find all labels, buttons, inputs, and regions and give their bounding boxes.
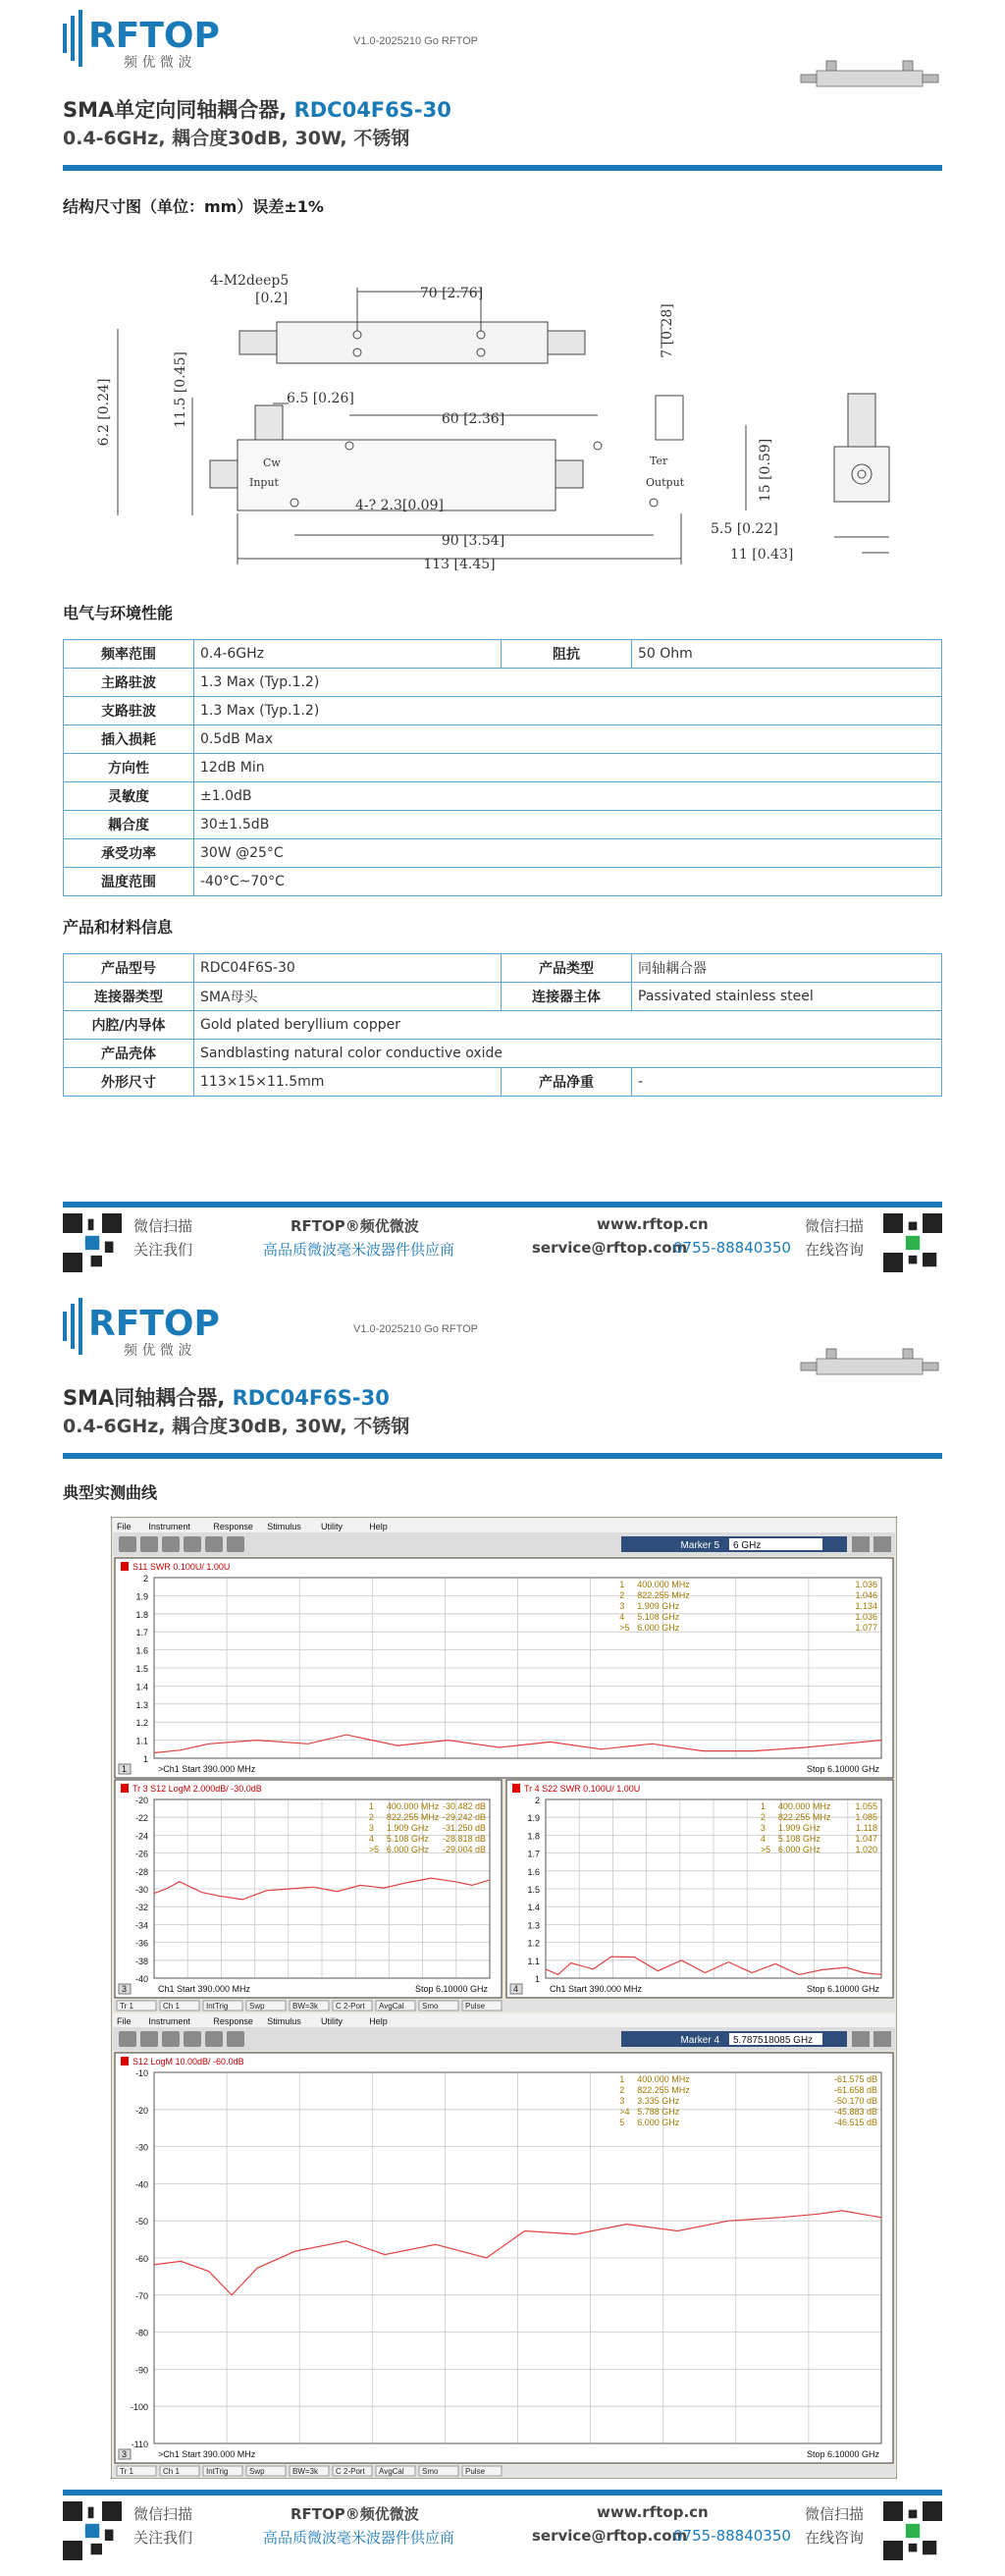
menu-item: Response	[213, 2016, 253, 2026]
tool-button-icon	[184, 1536, 201, 1552]
marker-value: 1.134	[855, 1601, 877, 1611]
y-tick-label: 1.3	[135, 1699, 148, 1710]
header-rule	[63, 1453, 942, 1459]
marker-value: 1.036	[855, 1580, 877, 1589]
curve-section-title: 典型实测曲线	[63, 1483, 158, 1502]
menu-item: Instrument	[148, 1522, 190, 1531]
y-tick-label: -40	[134, 2179, 148, 2190]
electrical-section-title: 电气与环境性能	[63, 604, 174, 622]
y-tick-label: 1.7	[135, 1628, 148, 1638]
sweep-start: Ch1 Start 390.000 MHz	[158, 1984, 251, 1994]
menu-item: Stimulus	[267, 2016, 301, 2026]
footer-company: RFTOP®频优微波	[291, 2505, 419, 2523]
y-tick-label: 1.1	[135, 1736, 148, 1746]
marker-index: 3	[619, 1601, 625, 1611]
footer-follow: 关注我们	[133, 1241, 193, 1259]
model-number: RDC04F6S-30	[232, 1386, 390, 1410]
status-text: IntTrig	[206, 2002, 229, 2011]
status-text: Pulse	[465, 2467, 486, 2476]
marker-freq: 822.255 MHz	[637, 2085, 690, 2095]
footer-scan-2: 微信扫描	[805, 2505, 865, 2523]
table-row: 内腔/内导体 Gold plated beryllium copper	[64, 1011, 942, 1040]
menu-item: Help	[369, 1522, 388, 1531]
status-text: Smo	[422, 2467, 439, 2476]
page-subtitle: 0.4-6GHz, 耦合度30dB, 30W, 不锈钢	[63, 1416, 410, 1437]
marker-value: 1.047	[855, 1834, 877, 1844]
y-tick-label: 1.2	[527, 1938, 540, 1949]
table-row: 支路驻波 1.3 Max (Typ.1.2)	[64, 697, 942, 725]
channel-index: 4	[513, 1984, 519, 1994]
marker-freq: 1.909 GHz	[386, 1823, 429, 1833]
tool-button-icon	[119, 2031, 136, 2047]
dim-11: 11 [0.43]	[730, 547, 794, 563]
y-tick-label: 1.8	[527, 1831, 540, 1842]
marker-index: >5	[760, 1845, 771, 1854]
marker-index: 2	[760, 1812, 766, 1822]
y-tick-label: -10	[134, 2068, 148, 2078]
marker-value: -30.482 dB	[442, 1801, 486, 1811]
drawing-section-title: 结构尺寸图（单位：mm）误差±1%	[63, 197, 324, 216]
y-tick-label: -26	[134, 1849, 148, 1859]
y-tick-label: 2	[534, 1796, 540, 1805]
header-rule	[63, 165, 942, 171]
marker-index: 1	[619, 1580, 625, 1589]
y-tick-label: 1.7	[527, 1849, 540, 1859]
marker-label: Marker 4	[680, 2035, 719, 2046]
footer	[63, 1202, 942, 1280]
channel-index: 3	[122, 1984, 128, 1994]
y-tick-label: -30	[134, 2142, 148, 2153]
marker-index: >5	[619, 1623, 630, 1633]
trace-label: S11 SWR 0.100U/ 1.00U	[132, 1562, 231, 1572]
y-tick-label: -70	[134, 2290, 148, 2301]
dim-mount: 4-M2deep5	[210, 273, 290, 289]
marker-index: 3	[760, 1823, 766, 1833]
y-tick-label: 1.5	[135, 1664, 148, 1674]
dim-60: 60 [2.36]	[441, 411, 505, 427]
table-row: 产品壳体 Sandblasting natural color conductive oxide	[64, 1040, 942, 1068]
marker-freq: 822.255 MHz	[386, 1812, 440, 1822]
marker-index: 1	[368, 1801, 374, 1811]
marker-value: 1.046	[855, 1590, 877, 1600]
menu-grid-icon	[873, 1536, 891, 1552]
tool-button-icon	[227, 1536, 244, 1552]
menu-item: Help	[369, 2016, 388, 2026]
y-tick-label: 1	[142, 1754, 148, 1764]
model-number: RDC04F6S-30	[293, 98, 451, 122]
footer-scan: 微信扫描	[133, 1217, 193, 1235]
menu-item: Utility	[321, 2016, 343, 2026]
status-text: Swp	[249, 2467, 265, 2476]
status-text: C 2-Port	[336, 2467, 365, 2476]
status-text: Pulse	[465, 2002, 486, 2011]
y-tick-label: -90	[134, 2365, 148, 2376]
marker-value: -61.658 dB	[833, 2085, 877, 2095]
dimension-drawing	[63, 221, 942, 584]
qr-code-icon	[883, 1213, 942, 1272]
dim-11-5: 11.5 [0.45]	[173, 351, 188, 428]
footer-phone: 0755-88840350	[673, 2527, 791, 2545]
y-tick-label: -80	[134, 2328, 148, 2338]
page-title: SMA同轴耦合器, RDC04F6S-30	[63, 1386, 390, 1410]
marker-value: 1.077	[855, 1623, 877, 1633]
marker-value: 5.787518085 GHz	[733, 2035, 814, 2046]
marker-value: -61.575 dB	[833, 2074, 877, 2084]
y-tick-label: -20	[134, 2105, 148, 2116]
marker-value: 1.055	[855, 1801, 877, 1811]
marker-index: >5	[368, 1845, 380, 1854]
y-tick-label: -28	[134, 1866, 148, 1877]
trace-color-swatch	[121, 1562, 129, 1571]
marker-freq: 400.000 MHz	[637, 1580, 690, 1589]
marker-index: >4	[619, 2107, 630, 2117]
sweep-start: >Ch1 Start 390.000 MHz	[158, 2449, 256, 2459]
marker-index: 3	[368, 1823, 374, 1833]
status-text: Ch 1	[163, 2467, 180, 2476]
footer-slogan: 高品质微波毫米波器件供应商	[263, 2529, 455, 2547]
y-tick-label: 1.6	[135, 1645, 148, 1656]
menu-item: File	[117, 1522, 132, 1531]
menu-item: Utility	[321, 1522, 343, 1531]
y-tick-label: 1.2	[135, 1718, 148, 1729]
marker-value: 1.085	[855, 1812, 877, 1822]
electrical-table	[63, 639, 942, 896]
status-text: Ch 1	[163, 2002, 180, 2011]
status-text: Smo	[422, 2002, 439, 2011]
y-tick-label: 1.4	[135, 1682, 148, 1692]
trace-color-swatch	[121, 1784, 129, 1793]
marker-freq: 1.909 GHz	[777, 1823, 820, 1833]
sweep-start: >Ch1 Start 390.000 MHz	[158, 1764, 256, 1774]
marker-freq: 822.255 MHz	[637, 1590, 690, 1600]
marker-freq: 1.909 GHz	[637, 1601, 680, 1611]
network-analyzer-screenshot	[111, 1517, 897, 2479]
status-text: BW=3k	[292, 2467, 319, 2476]
footer-phone: 0755-88840350	[673, 1239, 791, 1257]
product-thumbnail	[797, 57, 942, 98]
marker-freq: 400.000 MHz	[386, 1801, 440, 1811]
y-tick-label: 1.9	[135, 1591, 148, 1602]
dim-7: 7 [0.28]	[660, 303, 675, 358]
y-tick-label: 1	[534, 1974, 540, 1984]
y-tick-label: -24	[134, 1831, 148, 1842]
port-cw: Cw	[263, 456, 281, 469]
marker-value: -31.250 dB	[442, 1823, 486, 1833]
status-text: Tr 1	[120, 2467, 133, 2476]
tool-button-icon	[140, 1536, 158, 1552]
qr-code-icon	[63, 1213, 122, 1272]
status-text: IntTrig	[206, 2467, 229, 2476]
channel-index: 1	[122, 1764, 128, 1774]
status-text: Tr 1	[120, 2002, 133, 2011]
tool-button-icon	[140, 2031, 158, 2047]
dim-90: 90 [3.54]	[441, 533, 505, 549]
y-tick-label: -20	[134, 1796, 148, 1805]
dim-6-2: 6.2 [0.24]	[96, 378, 112, 447]
marker-index: 1	[619, 2074, 625, 2084]
dim-70: 70 [2.76]	[419, 286, 484, 301]
y-tick-label: 1.9	[527, 1813, 540, 1824]
dim-15: 15 [0.59]	[758, 438, 773, 503]
marker-value: 1.118	[856, 1823, 877, 1833]
marker-index: 2	[368, 1812, 374, 1822]
table-row: 主路驻波 1.3 Max (Typ.1.2)	[64, 669, 942, 697]
material-table	[63, 953, 942, 1097]
sweep-stop: Stop 6.10000 GHz	[806, 1764, 879, 1774]
marker-index: 2	[619, 1590, 625, 1600]
footer-scan: 微信扫描	[133, 2505, 193, 2523]
marker-freq: 5.788 GHz	[637, 2107, 680, 2117]
y-tick-label: -60	[134, 2254, 148, 2264]
y-tick-label: 1.8	[135, 1609, 148, 1620]
y-tick-label: 1.6	[527, 1866, 540, 1877]
qr-code-icon	[883, 2501, 942, 2560]
tool-button-icon	[205, 1536, 223, 1552]
logo-brand-cn: 频 优 微 波	[124, 1343, 192, 1359]
table-row: 产品型号 RDC04F6S-30 产品类型 同轴耦合器	[64, 954, 942, 983]
trace-color-swatch	[512, 1784, 520, 1793]
status-text: C 2-Port	[336, 2002, 365, 2011]
marker-freq: 822.255 MHz	[777, 1812, 831, 1822]
status-text: Swp	[249, 2002, 265, 2011]
marker-freq: 6.000 GHz	[386, 1845, 429, 1854]
y-tick-label: -40	[134, 1974, 148, 1984]
status-text: BW=3k	[292, 2002, 319, 2011]
y-tick-label: -36	[134, 1938, 148, 1949]
tool-button-icon	[227, 2031, 244, 2047]
trace-label: Tr 4 S22 SWR 0.100U/ 1.00U	[524, 1784, 641, 1794]
marker-freq: 5.108 GHz	[777, 1834, 820, 1844]
marker-index: 2	[619, 2085, 625, 2095]
footer	[63, 2490, 942, 2568]
product-thumbnail	[797, 1345, 942, 1386]
status-text: AvgCal	[379, 2467, 404, 2476]
marker-freq: 400.000 MHz	[637, 2074, 690, 2084]
y-tick-label: 1.4	[527, 1903, 540, 1913]
version-label: V1.0-2025210 Go RFTOP	[353, 35, 478, 47]
dim-5-5: 5.5 [0.22]	[711, 521, 778, 537]
qr-code-icon	[63, 2501, 122, 2560]
marker-freq: 3.335 GHz	[637, 2096, 680, 2106]
footer-web[interactable]: www.rftop.cn	[597, 2503, 709, 2521]
marker-index: 4	[619, 1612, 625, 1622]
footer-consult: 在线咨询	[805, 2529, 865, 2547]
tool-button-icon	[162, 1536, 180, 1552]
sweep-stop: Stop 6.10000 GHz	[806, 1984, 879, 1994]
channel-index: 3	[122, 2449, 128, 2459]
marker-freq: 6.000 GHz	[637, 1623, 680, 1633]
marker-index: 4	[368, 1834, 374, 1844]
logo-brand-cn: 频 优 微 波	[124, 55, 192, 71]
keypad-icon	[852, 2031, 870, 2047]
tool-button-icon	[184, 2031, 201, 2047]
port-output: Output	[646, 476, 685, 489]
footer-follow: 关注我们	[133, 2529, 193, 2547]
y-tick-label: -22	[134, 1813, 148, 1824]
marker-value: -50.170 dB	[833, 2096, 877, 2106]
port-input: Input	[249, 476, 279, 489]
dim-mount-in: [0.2]	[255, 291, 289, 306]
y-tick-label: 1.3	[527, 1920, 540, 1931]
marker-value: 1.020	[855, 1845, 877, 1854]
table-row: 频率范围 0.4-6GHz 阻抗 50 Ohm	[64, 640, 942, 669]
sweep-stop: Stop 6.10000 GHz	[414, 1984, 488, 1994]
marker-value: -29.242 dB	[442, 1812, 486, 1822]
marker-freq: 5.108 GHz	[637, 1612, 680, 1622]
marker-freq: 5.108 GHz	[386, 1834, 429, 1844]
menu-item: Response	[213, 1522, 253, 1531]
footer-web[interactable]: www.rftop.cn	[597, 1215, 709, 1233]
menu-item: File	[117, 2016, 132, 2026]
menu-grid-icon	[873, 2031, 891, 2047]
footer-company: RFTOP®频优微波	[291, 1217, 419, 1235]
status-text: AvgCal	[379, 2002, 404, 2011]
marker-index: 4	[760, 1834, 766, 1844]
y-tick-label: -34	[134, 1920, 148, 1931]
marker-value: -45.883 dB	[833, 2107, 877, 2117]
page-subtitle: 0.4-6GHz, 耦合度30dB, 30W, 不锈钢	[63, 128, 410, 149]
version-label: V1.0-2025210 Go RFTOP	[353, 1323, 478, 1335]
menu-item: Stimulus	[267, 1522, 301, 1531]
y-tick-label: 1.5	[527, 1885, 540, 1895]
marker-value: 6 GHz	[733, 1540, 762, 1551]
trace-color-swatch	[121, 2057, 129, 2066]
footer-email[interactable]: service@rftop.com	[532, 1239, 688, 1257]
rftop-logo	[63, 1294, 269, 1361]
marker-value: -28.818 dB	[442, 1834, 486, 1844]
table-row: 方向性 12dB Min	[64, 754, 942, 782]
table-row: 灵敏度 ±1.0dB	[64, 782, 942, 811]
trace-label: S12 LogM 10.00dB/ -60.0dB	[132, 2057, 244, 2066]
marker-value: -46.515 dB	[833, 2118, 877, 2127]
y-tick-label: -50	[134, 2217, 148, 2227]
y-tick-label: -100	[130, 2402, 148, 2413]
tool-button-icon	[162, 2031, 180, 2047]
marker-value: -29.004 dB	[442, 1845, 486, 1854]
dim-hole: 4-? 2.3[0.09]	[355, 498, 444, 513]
marker-index: 3	[619, 2096, 625, 2106]
marker-freq: 400.000 MHz	[777, 1801, 831, 1811]
table-row: 承受功率 30W @25°C	[64, 839, 942, 868]
table-row: 连接器类型 SMA母头 连接器主体 Passivated stainless steel	[64, 983, 942, 1011]
table-row: 外形尺寸 113×15×11.5mm 产品净重 -	[64, 1068, 942, 1097]
sweep-stop: Stop 6.10000 GHz	[806, 2449, 879, 2459]
footer-consult: 在线咨询	[805, 1241, 865, 1259]
marker-freq: 6.000 GHz	[777, 1845, 820, 1854]
port-ter: Ter	[650, 455, 668, 467]
y-tick-label: 1.1	[527, 1956, 540, 1966]
footer-scan-2: 微信扫描	[805, 1217, 865, 1235]
y-tick-label: 2	[142, 1574, 148, 1583]
dim-6-5: 6.5 [0.26]	[287, 391, 354, 406]
marker-label: Marker 5	[680, 1540, 719, 1551]
menu-item: Instrument	[148, 2016, 190, 2026]
y-tick-label: -32	[134, 1903, 148, 1913]
material-section-title: 产品和材料信息	[63, 918, 174, 937]
logo-brand: RFTOP	[88, 1304, 220, 1344]
footer-slogan: 高品质微波毫米波器件供应商	[263, 1241, 455, 1259]
marker-value: 1.036	[855, 1612, 877, 1622]
footer-email[interactable]: service@rftop.com	[532, 2527, 688, 2545]
table-row: 插入损耗 0.5dB Max	[64, 725, 942, 754]
sweep-start: Ch1 Start 390.000 MHz	[550, 1984, 643, 1994]
marker-index: 1	[760, 1801, 766, 1811]
dim-113: 113 [4.45]	[423, 557, 496, 572]
table-row: 温度范围 -40°C~70°C	[64, 868, 942, 896]
rftop-logo	[63, 6, 269, 73]
page-title: SMA单定向同轴耦合器, RDC04F6S-30	[63, 98, 451, 122]
logo-brand: RFTOP	[88, 16, 220, 56]
y-tick-label: -110	[131, 2440, 148, 2449]
tool-button-icon	[119, 1536, 136, 1552]
keypad-icon	[852, 1536, 870, 1552]
marker-index: 5	[619, 2118, 625, 2127]
marker-freq: 6.000 GHz	[637, 2118, 680, 2127]
trace-label: Tr 3 S12 LogM 2.000dB/ -30.0dB	[132, 1784, 262, 1794]
tool-button-icon	[205, 2031, 223, 2047]
y-tick-label: -30	[134, 1885, 148, 1895]
table-row: 耦合度 30±1.5dB	[64, 811, 942, 839]
y-tick-label: -38	[134, 1956, 148, 1966]
